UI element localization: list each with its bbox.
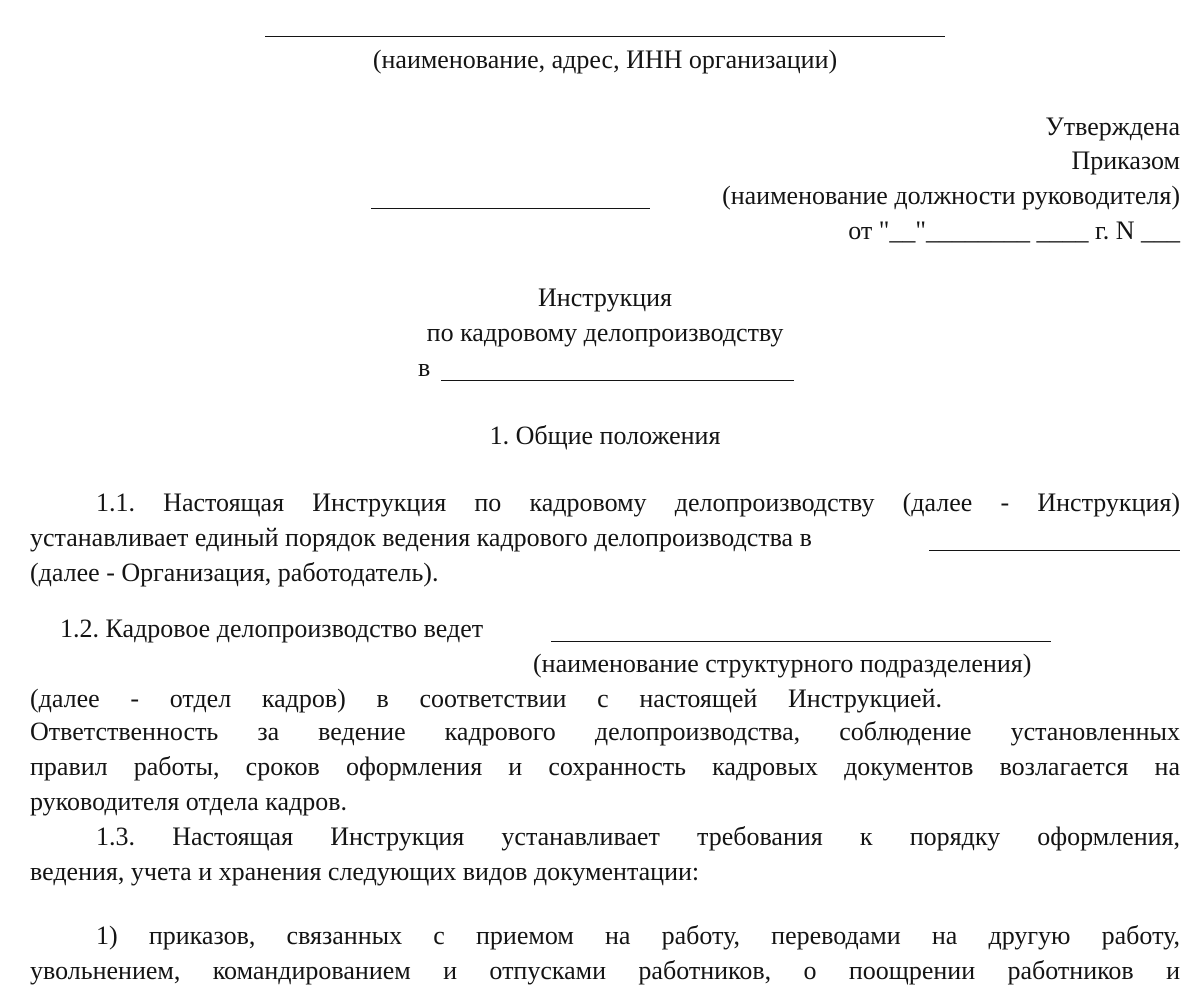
paragraph-1-2-line-2: (далее - отдел кадров) в соответствии с настоящей Инструкцией.	[30, 684, 942, 713]
document-subtitle-prefix: в	[418, 353, 431, 382]
approval-date-number-line: от "__"________ ____ г. N ___	[848, 216, 1180, 245]
paragraph-1-2-line-4: правил работы, сроков оформления и сохранность кадровых документов возлагается на	[30, 752, 1180, 781]
paragraph-1-2-blank-line	[551, 641, 1051, 642]
paragraph-1-3-line-1: 1.3. Настоящая Инструкция устанавливает требования к порядку оформления,	[96, 822, 1180, 851]
paragraph-1-2-line-3: Ответственность за ведение кадрового делопроизводства, соблюдение установленных	[30, 717, 1180, 746]
paragraph-1-1-line-1: 1.1. Настоящая Инструкция по кадровому делопроизводству (далее - Инструкция)	[96, 488, 1180, 517]
approval-by-order: Приказом	[1071, 146, 1180, 175]
document-title: Инструкция	[538, 283, 672, 312]
section-heading: 1. Общие положения	[489, 421, 721, 450]
structural-unit-caption: (наименование структурного подразделения)	[533, 649, 1032, 678]
organization-caption: (наименование, адрес, ИНН организации)	[372, 45, 838, 74]
approval-approved: Утверждена	[1045, 112, 1180, 141]
organization-blank-line	[265, 36, 945, 37]
document-subtitle: по кадровому делопроизводству	[426, 318, 784, 347]
paragraph-1-1-line-2: устанавливает единый порядок ведения кадрового делопроизводства в	[30, 523, 812, 552]
paragraph-1-3-line-2: ведения, учета и хранения следующих видов документации:	[30, 857, 700, 886]
organization-name-blank-line	[441, 380, 794, 381]
head-position-blank-line	[371, 208, 650, 209]
approval-head-position-caption: (наименование должности руководителя)	[722, 181, 1180, 210]
paragraph-1-2-line-5: руководителя отдела кадров.	[30, 787, 348, 816]
paragraph-1-1-blank-line	[929, 550, 1180, 551]
list-item-1-line-2: увольнением, командированием и отпусками работников, о поощрении работников и	[30, 956, 1180, 985]
list-item-1-line-1: 1) приказов, связанных с приемом на работу, переводами на другую работу,	[96, 921, 1180, 950]
paragraph-1-2-line-1: 1.2. Кадровое делопроизводство ведет	[60, 614, 484, 643]
paragraph-1-1-line-3: (далее - Организация, работодатель).	[30, 558, 439, 587]
